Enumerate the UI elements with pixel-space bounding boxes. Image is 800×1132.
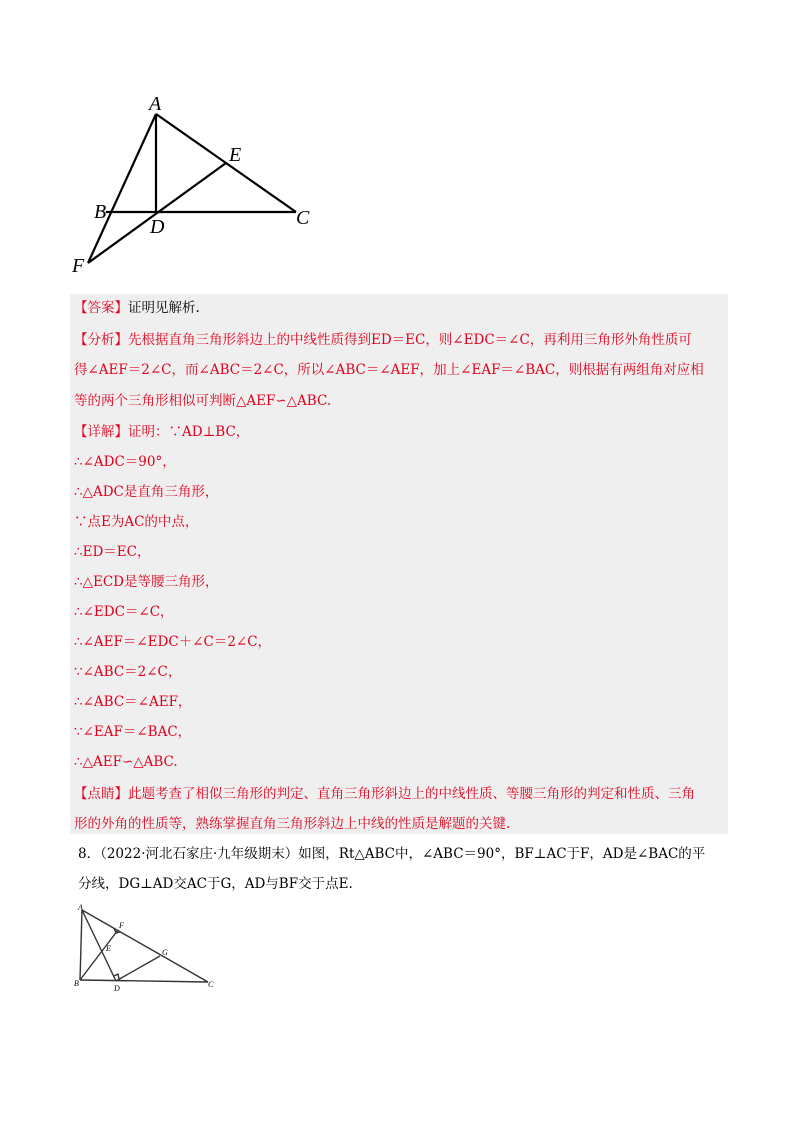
comment-line-1 (74, 784, 724, 804)
step-4: ∴ED＝EC， (74, 544, 151, 560)
segment-DG (116, 956, 160, 981)
answer-line (74, 298, 724, 318)
analysis-tag: 【分析】 (74, 332, 128, 348)
label-B: B (94, 201, 107, 223)
step-3: ∵点E为AC的中点， (74, 514, 199, 530)
segment-AC (82, 910, 208, 982)
analysis-line-3: 等的两个三角形相似可判断△AEF∽△ABC. (74, 393, 332, 409)
step-8: ∵∠ABC＝2∠C， (74, 664, 182, 680)
step-10: ∵∠EAF＝∠BAC， (74, 724, 192, 740)
label-D: D (150, 216, 165, 238)
label-E: E (106, 944, 111, 953)
step-5: ∴△ECD是等腰三角形， (74, 574, 219, 590)
label-D: D (114, 984, 120, 993)
comment-text-1: 此题考查了相似三角形的判定、直角三角形斜边上的中线性质、等腰三角形的判定和性质、三角 (128, 786, 695, 802)
label-C: C (296, 207, 310, 229)
analysis-line-1 (74, 330, 724, 350)
answer-tag: 【答案】 (74, 300, 128, 316)
step-9: ∴∠ABC＝∠AEF， (74, 694, 192, 710)
label-B: B (74, 979, 79, 988)
step-6: ∴∠EDC＝∠C， (74, 604, 174, 620)
comment-tag: 【点睛】 (74, 786, 128, 802)
segment-BC (80, 980, 208, 982)
label-A: A (149, 93, 162, 115)
label-E: E (229, 144, 242, 166)
step-1: ∴∠ADC＝90°， (74, 454, 176, 470)
label-G: G (162, 948, 168, 957)
analysis-line-2: 得∠AEF＝2∠C，而∠ABC＝2∠C，所以∠ABC＝∠AEF，加上∠EAF＝∠BAC，则根据有两组角对应相 (74, 362, 704, 378)
detail-tag: 【详解】 (74, 424, 128, 440)
label-F: F (72, 255, 85, 277)
triangle-figure-2 (72, 902, 222, 994)
step-11: ∴△AEF∽△ABC. (74, 754, 178, 770)
step-7: ∴∠AEF＝∠EDC＋∠C＝2∠C， (74, 634, 272, 650)
question-8-line-2: 分线，DG⊥AD交AC于G，AD与BF交于点E. (78, 876, 353, 892)
label-F: F (119, 921, 124, 930)
question-8-line-1: 8．（2022·河北石家庄·九年级期末）如图，Rt△ABC中，∠ABC＝90°，BF⊥AC于F，AD是∠BAC的平 (78, 846, 706, 862)
detail-line (74, 422, 724, 442)
segment-AF (88, 114, 156, 263)
segment-AB (80, 910, 82, 980)
analysis-text-1: 先根据直角三角形斜边上的中线性质得到ED＝EC，则∠EDC＝∠C，再利用三角形外角性质可 (128, 332, 692, 348)
step-2: ∴△ADC是直角三角形， (74, 484, 219, 500)
comment-line-2: 形的外角的性质等，熟练掌握直角三角形斜边上中线的性质是解题的关键. (74, 816, 511, 832)
triangle-figure-1 (70, 88, 320, 278)
answer-text: 证明见解析. (128, 300, 200, 316)
detail-intro: 证明：∵AD⊥BC， (128, 424, 250, 440)
label-C: C (208, 980, 214, 989)
label-A: A (78, 903, 83, 912)
